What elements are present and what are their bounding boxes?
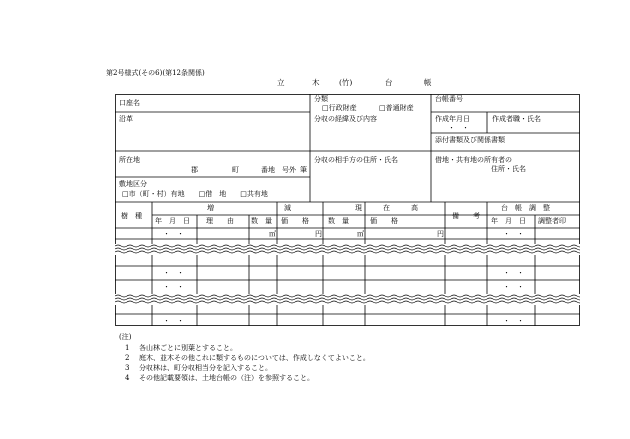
genzaidaka-header: 現 在 高 [355,204,418,212]
row2-date-adjust: ・ ・ [503,269,524,277]
bunrui-label: 分類 [314,95,328,103]
note-1-text: 各山林ごとに別葉とすること。 [139,344,237,352]
futsu-checkbox: □普通財産 [379,104,414,112]
hitsu-label: 筆 [300,166,307,174]
note-2-num: 2 [125,354,130,362]
col-kakaku: 価 格 [281,217,309,225]
col-suryo2: 数 量 [328,217,349,225]
title-char-1: 立 [277,78,285,87]
row1-unit-yen: 円 [315,230,322,238]
gogai-label: 号外 [282,166,296,174]
row1-unit-m2: ㎡ [269,230,276,238]
col-nengappi: 年 月 日 [155,217,190,225]
tenpu-label: 添付書類及び関係書類 [435,136,505,144]
row1-unit-yen-current: 円 [437,230,444,238]
form-number: 第2号様式(その6)(第12条関係) [106,69,205,77]
row4-date-adjust: ・ ・ [503,317,524,325]
col-riyu: 理 由 [206,217,234,225]
row4-date: ・ ・ [163,317,184,325]
kouza-label: 口座名 [119,99,140,107]
sakusei-date-label: 作成年月日 [435,115,470,123]
note-2-text: 庭木、並木その他これに類するものについては、作成しなくてよいこと。 [139,354,370,362]
col-chosei-in: 調整者印 [538,217,566,225]
row3-date-adjust: ・ ・ [503,283,524,291]
note-1-num: 1 [125,344,130,352]
sakuseisha-label: 作成者職・氏名 [492,115,541,123]
daicho-chosei-header: 台 帳 調 整 [501,204,550,212]
shakuchi-label-2: 住所・氏名 [491,165,526,173]
col-kakaku2: 価 格 [370,217,398,225]
row1-date: ・ ・ [163,230,184,238]
aite-label: 分収の相手方の住所・氏名 [314,156,398,164]
note-4-text: その他記載要領は、土地台帳の（注）を参照すること。 [139,374,314,382]
row1-date-adjust: ・ ・ [503,230,524,238]
enkaku-label: 沿革 [119,115,133,123]
gun-label: 郡 [191,166,198,174]
title-char-3: (竹) [339,78,353,87]
col-suryo: 数 量 [251,217,272,225]
note-3-num: 3 [125,364,130,372]
shikichi-options: □市（町・村）有地 □借 地 □共有地 [122,190,268,198]
shozaichi-label: 所在地 [119,156,140,164]
sakusei-date-dots: ・ ・ [448,124,469,132]
banchi-label: 番地 [261,166,275,174]
notes-heading: (注) [119,333,132,341]
keii-label: 分収の経緯及び内容 [314,115,377,123]
note-3-text: 分収林は、町分収相当分を記入すること。 [139,364,272,372]
gyosei-checkbox: □行政財産 [322,104,357,112]
title-char-5: 帳 [424,78,432,87]
ledger-form [115,94,580,326]
shakuchi-label-1: 借地・共有地の所有者の [435,156,512,164]
shikichi-label: 敷地区分 [119,180,147,188]
col-nengappi2: 年 月 日 [491,217,526,225]
jushu-header: 樹 種 [121,212,142,220]
title-char-4: 台 [385,78,393,87]
zogen-header: 増 減 [207,204,291,212]
daicho-bango-label: 台帳番号 [435,95,463,103]
row3-date: ・ ・ [163,283,184,291]
biko-header: 備 考 [452,212,480,220]
row2-date: ・ ・ [163,269,184,277]
row1-unit-m2-current: ㎡ [357,230,364,238]
cho-label: 町 [232,166,239,174]
note-4-num: 4 [125,374,130,382]
title-char-2: 木 [312,78,320,87]
